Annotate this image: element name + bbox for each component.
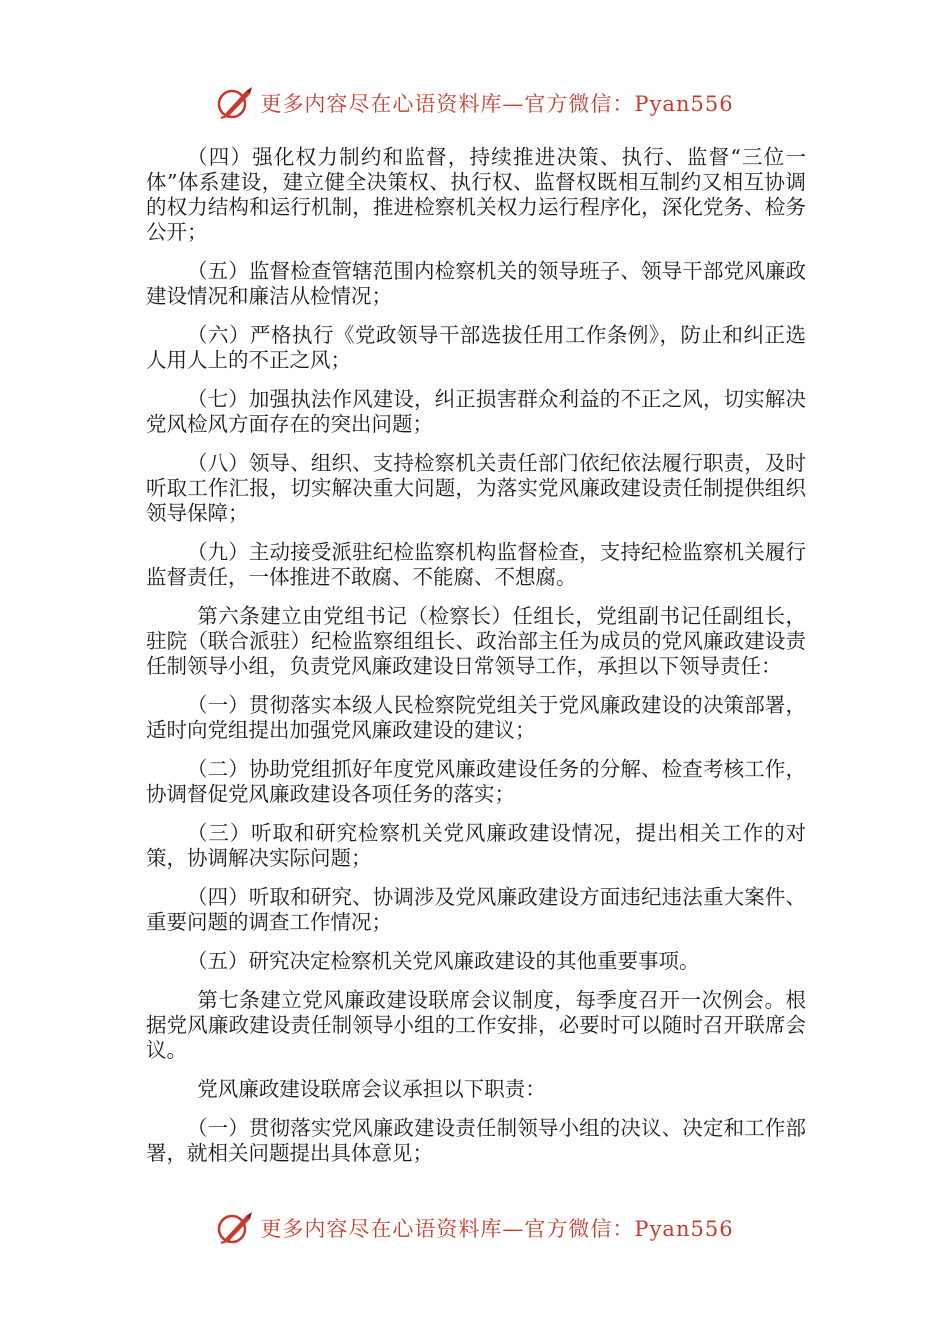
paragraph: （一）贯彻落实本级人民检察院党组关于党风廉政建设的决策部署，适时向党组提出加强党风廉政建设的建议； <box>146 693 806 742</box>
paragraph: （三）听取和研究检察机关党风廉政建设情况，提出相关工作的对策，协调解决实际问题； <box>146 821 806 870</box>
paragraph: （五）监督检查管辖范围内检察机关的领导班子、领导干部党风廉政建设情况和廉洁从检情况； <box>146 259 806 308</box>
document-body <box>146 145 806 1180</box>
paragraph: （二）协助党组抓好年度党风廉政建设任务的分解、检查考核工作，协调督促党风廉政建设各项任务的落实； <box>146 757 806 806</box>
footer-banner <box>0 1208 950 1248</box>
paragraph: （九）主动接受派驻纪检监察机构监督检查，支持纪检监察机关履行监督责任，一体推进不敢腐、不能腐、不想腐。 <box>146 540 806 589</box>
paragraph: （一）贯彻落实党风廉政建设责任制领导小组的决议、决定和工作部署，就相关问题提出具体意见； <box>146 1116 806 1165</box>
paragraph: （四）听取和研究、协调涉及党风廉政建设方面违纪违法重大案件、重要问题的调查工作情况； <box>146 885 806 934</box>
paragraph: （八）领导、组织、支持检察机关责任部门依纪依法履行职责，及时听取工作汇报，切实解决重大问题，为落实党风廉政建设责任制提供组织领导保障； <box>146 451 806 525</box>
paragraph: （五）研究决定检察机关党风廉政建设的其他重要事项。 <box>187 949 700 973</box>
paragraph: （六）严格执行《党政领导干部选拔任用工作条例》，防止和纠正选人用人上的不正之风； <box>146 323 806 372</box>
footer-banner-text: 更多内容尽在心语资料库—官方微信：Pyan556 <box>260 1217 734 1241</box>
paragraph: （四）强化权力制约和监督，持续推进决策、执行、监督“三位一体”体系建设，建立健全决策权、执行权、监督权既相互制约又相互协调的权力结构和运行机制，推进检察机关权力运行程序化，深化党务、检务公开； <box>146 145 806 244</box>
header-banner-text: 更多内容尽在心语资料库—官方微信：Pyan556 <box>260 92 734 116</box>
header-banner <box>0 83 950 123</box>
paragraph: 党风廉政建设联席会议承担以下职责： <box>197 1077 546 1101</box>
article-paragraph: 第六条建立由党组书记（检察长）任组长，党组副书记任副组长，驻院（联合派驻）纪检监察组组长、政治部主任为成员的党风廉政建设责任制领导小组，负责党风廉政建设日常领导工作，承担以下领导责任： <box>146 604 806 678</box>
paragraph: （七）加强执法作风建设，纠正损害群众利益的不正之风，切实解决党风检风方面存在的突出问题； <box>146 387 806 436</box>
pen-logo-icon <box>216 85 256 121</box>
pen-logo-icon <box>216 1210 256 1246</box>
article-paragraph: 第七条建立党风廉政建设联席会议制度，每季度召开一次例会。根据党风廉政建设责任制领导小组的工作安排，必要时可以随时召开联席会议。 <box>146 988 806 1062</box>
